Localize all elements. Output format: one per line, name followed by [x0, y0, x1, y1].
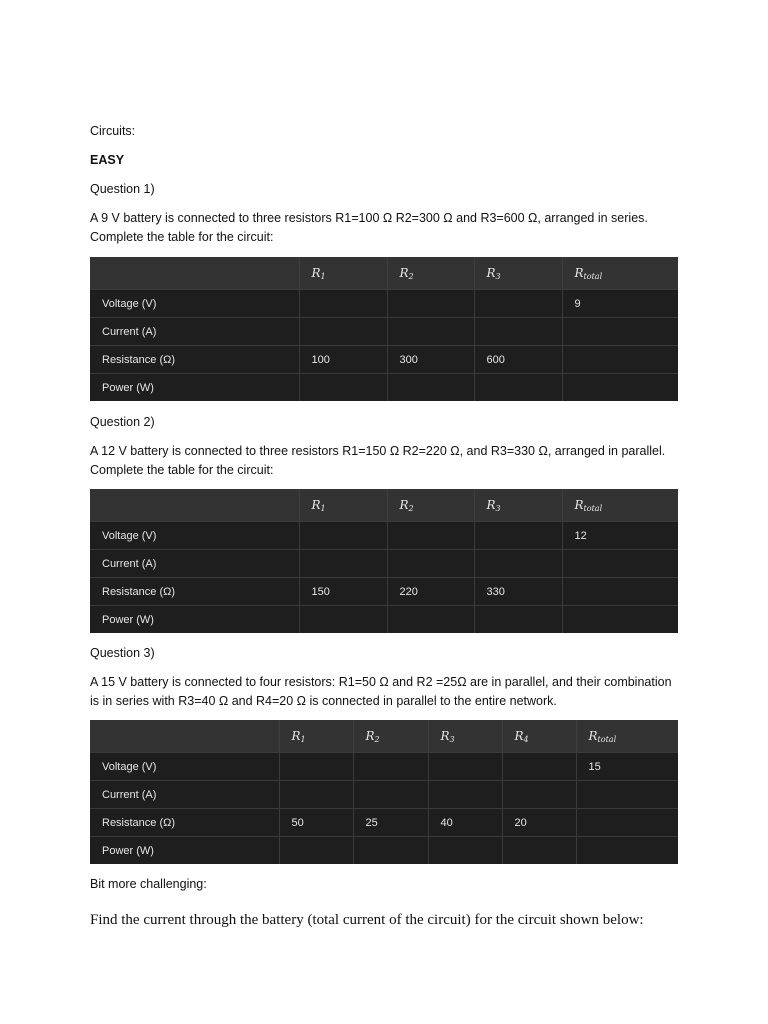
table-row: [90, 578, 678, 606]
table-cell: [428, 753, 502, 781]
table-cell: [576, 809, 678, 837]
table-cell: [387, 606, 474, 634]
table-cell: [387, 522, 474, 550]
column-header: [474, 489, 562, 522]
column-header: [387, 257, 474, 290]
table-row: [90, 318, 678, 346]
table-cell: 15: [576, 753, 678, 781]
final-question-text: Find the current through the battery (total current of the circuit) for the circuit shown below:: [90, 912, 644, 928]
row-label: Voltage (V): [90, 522, 299, 550]
table-cell: [299, 374, 387, 402]
table-cell: [502, 753, 576, 781]
table-cell: [474, 522, 562, 550]
table-cell: [428, 781, 502, 809]
column-header-subscript: total: [583, 271, 603, 281]
column-header-symbol: R: [311, 497, 321, 512]
challenge-label: Bit more challenging:: [90, 877, 207, 891]
table-cell: 50: [279, 809, 353, 837]
table-cell: [299, 290, 387, 318]
table-cell: [279, 753, 353, 781]
column-header: [90, 489, 299, 522]
column-header-subscript: total: [583, 503, 603, 513]
column-header-symbol: R: [440, 728, 450, 743]
table-row: [90, 809, 678, 837]
column-header-subscript: 4: [523, 734, 529, 744]
table-cell: [562, 550, 678, 578]
column-header: [576, 720, 678, 753]
column-header: [90, 720, 279, 753]
column-header-symbol: R: [399, 265, 409, 280]
row-label: Resistance (Ω): [90, 346, 299, 374]
question-1-text: A 9 V battery is connected to three resistors R1=100 Ω R2=300 Ω and R3=600 Ω, arranged in series. Complete the table for the circuit:: [90, 211, 648, 244]
column-header-subscript: 2: [374, 734, 380, 744]
column-header-symbol: R: [291, 728, 301, 743]
section-heading: Circuits:: [90, 124, 136, 138]
table-row: [90, 550, 678, 578]
table-cell: [387, 318, 474, 346]
row-label: Power (W): [90, 374, 299, 402]
table-cell: 220: [387, 578, 474, 606]
table-row: [90, 781, 678, 809]
row-label: Current (A): [90, 318, 299, 346]
table-cell: [279, 837, 353, 865]
column-header: [387, 489, 474, 522]
question-2-table: [90, 489, 678, 633]
table-row: [90, 374, 678, 402]
row-label: Current (A): [90, 781, 279, 809]
table-cell: [353, 753, 428, 781]
row-label: Current (A): [90, 550, 299, 578]
table-header-row: [90, 257, 678, 290]
table-cell: 20: [502, 809, 576, 837]
column-header: [562, 489, 678, 522]
column-header: [502, 720, 576, 753]
table-cell: 600: [474, 346, 562, 374]
column-header-subscript: 1: [300, 734, 306, 744]
column-header-symbol: R: [365, 728, 375, 743]
table-cell: [387, 550, 474, 578]
column-header: [90, 257, 299, 290]
table-row: [90, 346, 678, 374]
column-header-symbol: R: [514, 728, 524, 743]
column-header: [562, 257, 678, 290]
column-header: [299, 489, 387, 522]
table-row: [90, 522, 678, 550]
row-label: Power (W): [90, 837, 279, 865]
table-cell: [576, 837, 678, 865]
question-1-table: [90, 257, 678, 401]
table-cell: [474, 290, 562, 318]
table-header-row: [90, 720, 678, 753]
table-cell: 330: [474, 578, 562, 606]
table-cell: [474, 318, 562, 346]
column-header-symbol: R: [574, 497, 584, 512]
table-row: [90, 290, 678, 318]
table-cell: [353, 781, 428, 809]
table-cell: 150: [299, 578, 387, 606]
row-label: Power (W): [90, 606, 299, 634]
column-header-symbol: R: [486, 265, 496, 280]
difficulty-label: EASY: [90, 153, 125, 167]
table-row: [90, 606, 678, 634]
table-cell: [502, 837, 576, 865]
table-cell: [576, 781, 678, 809]
table-cell: [562, 318, 678, 346]
question-2-text: A 12 V battery is connected to three resistors R1=150 Ω R2=220 Ω, and R3=330 Ω, arranged in parallel. Complete the table for the circuit:: [90, 444, 666, 477]
table-cell: [299, 606, 387, 634]
table-cell: [562, 578, 678, 606]
table-cell: [562, 606, 678, 634]
column-header-symbol: R: [486, 497, 496, 512]
column-header: [279, 720, 353, 753]
question-3-table: [90, 720, 678, 864]
column-header-subscript: 1: [320, 271, 326, 281]
column-header: [353, 720, 428, 753]
table-cell: [387, 374, 474, 402]
table-cell: [299, 522, 387, 550]
column-header: [299, 257, 387, 290]
column-header-subscript: 3: [495, 503, 501, 513]
question-3-text: A 15 V battery is connected to four resistors: R1=50 Ω and R2 =25Ω are in parallel, and their combination is in series with R3=40 Ω and R4=20 Ω is connected in parallel to the entire network.: [90, 675, 672, 708]
question-1-title: Question 1): [90, 182, 155, 196]
table-cell: 12: [562, 522, 678, 550]
table-cell: [562, 346, 678, 374]
column-header: [428, 720, 502, 753]
row-label: Resistance (Ω): [90, 578, 299, 606]
table-cell: 300: [387, 346, 474, 374]
column-header-symbol: R: [574, 265, 584, 280]
column-header-subscript: 2: [408, 271, 414, 281]
table-cell: [474, 374, 562, 402]
column-header-subscript: 3: [495, 271, 501, 281]
table-row: [90, 837, 678, 865]
table-cell: [353, 837, 428, 865]
table-cell: 9: [562, 290, 678, 318]
column-header-subscript: 1: [320, 503, 326, 513]
column-header: [474, 257, 562, 290]
table-cell: [562, 374, 678, 402]
table-header-row: [90, 489, 678, 522]
column-header-subscript: 3: [449, 734, 455, 744]
row-label: Voltage (V): [90, 290, 299, 318]
column-header-symbol: R: [588, 728, 598, 743]
column-header-symbol: R: [399, 497, 409, 512]
table-cell: [474, 606, 562, 634]
table-cell: [299, 550, 387, 578]
table-cell: [428, 837, 502, 865]
table-cell: [474, 550, 562, 578]
question-2-title: Question 2): [90, 415, 155, 429]
table-cell: [299, 318, 387, 346]
row-label: Resistance (Ω): [90, 809, 279, 837]
question-3-title: Question 3): [90, 646, 155, 660]
table-cell: [387, 290, 474, 318]
table-cell: 40: [428, 809, 502, 837]
row-label: Voltage (V): [90, 753, 279, 781]
table-cell: 100: [299, 346, 387, 374]
column-header-symbol: R: [311, 265, 321, 280]
column-header-subscript: total: [597, 734, 617, 744]
table-cell: [502, 781, 576, 809]
column-header-subscript: 2: [408, 503, 414, 513]
table-cell: 25: [353, 809, 428, 837]
table-row: [90, 753, 678, 781]
table-cell: [279, 781, 353, 809]
